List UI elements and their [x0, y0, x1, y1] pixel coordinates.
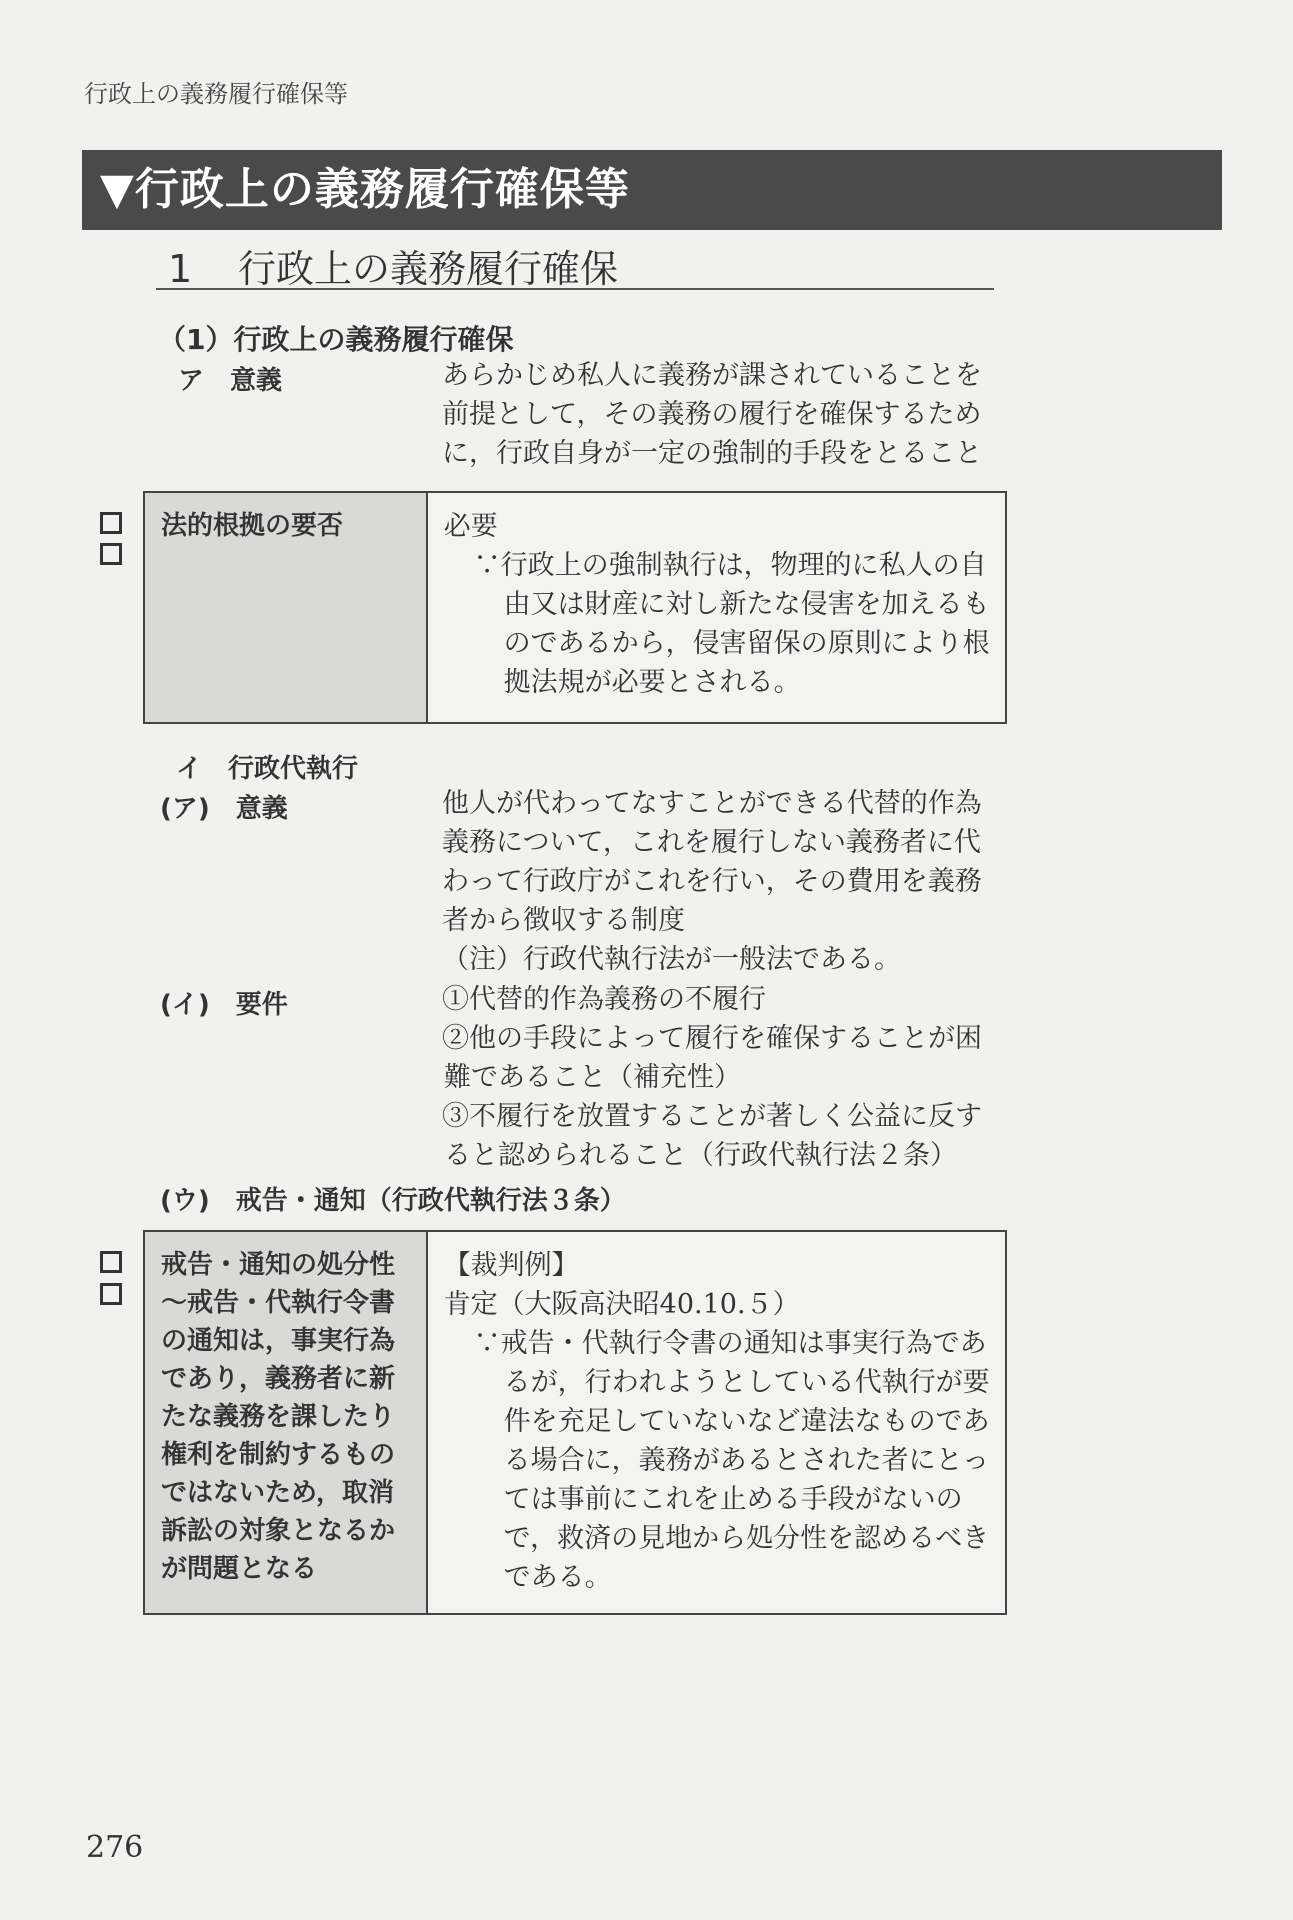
- text-line: 拠法規が必要とされる。: [503, 667, 801, 698]
- requirement-item: ③不履行を放置することが著しく公益に反す: [442, 1101, 982, 1132]
- item-a-definition: [442, 356, 1012, 473]
- text-line: 前提として，その義務の履行を確保するため: [442, 399, 982, 430]
- subsection-label: （1）: [158, 323, 234, 356]
- answer-reason: [444, 1324, 991, 1597]
- text-line: わって行政庁がこれを行い，その費用を義務: [442, 866, 982, 897]
- review-checkbox[interactable]: [100, 512, 122, 534]
- text-line: あらかじめ私人に義務が課されていることを: [442, 360, 982, 391]
- text-line: たな義務を課したり: [161, 1402, 396, 1432]
- section-title: [156, 238, 994, 290]
- banner-title: ▼行政上の義務履行確保等: [82, 150, 1222, 230]
- item-i-b-requirements: [442, 980, 1012, 1175]
- text-line: るが，行われようとしている代執行が要: [503, 1367, 990, 1398]
- text-line: ではないため，取消: [161, 1478, 394, 1508]
- case-law-heading: 【裁判例】: [443, 1250, 579, 1281]
- text-line: 義務について，これを履行しない義務者に代: [442, 827, 981, 858]
- running-header: 行政上の義務履行確保等: [84, 80, 348, 108]
- text-line: ては事前にこれを止める手段がないの: [503, 1484, 963, 1515]
- section-title-text: 行政上の義務履行確保: [238, 247, 619, 291]
- legal-basis-answer: [427, 492, 1006, 723]
- legal-basis-question: [144, 492, 427, 723]
- text-line: 権利を制約するもの: [161, 1440, 396, 1470]
- notice-disposition-table: [143, 1230, 1007, 1615]
- text-line: 訴訟の対象となるか: [161, 1516, 396, 1546]
- question-text: 法的根拠の要否: [161, 511, 344, 541]
- answer-reason: [444, 546, 991, 702]
- note-text: （注）行政代執行法が一般法である。: [442, 944, 901, 975]
- item-i-c-label: (ウ) 戒告・通知（行政代執行法３条）: [160, 1186, 626, 1216]
- legal-basis-table: [143, 491, 1007, 724]
- text-line: に，行政自身が一定の強制的手段をとること: [442, 438, 982, 469]
- review-checkbox[interactable]: [100, 1251, 122, 1273]
- text-line: ∵戒告・代執行令書の通知は事実行為であ: [473, 1328, 987, 1359]
- text-line: である。: [503, 1562, 612, 1593]
- text-line: 他人が代わってなすことができる代替的作為: [442, 788, 982, 819]
- requirement-item: ①代替的作為義務の不履行: [442, 984, 766, 1015]
- text-line: る場合に，義務があるとされた者にとっ: [503, 1445, 990, 1476]
- text-line: であり，義務者に新: [161, 1364, 396, 1394]
- text-line: が問題となる: [161, 1554, 318, 1584]
- text-line: で，救済の見地から処分性を認めるべき: [503, 1523, 990, 1554]
- section-number: 1: [168, 247, 193, 291]
- text-line: の通知は，事実行為: [161, 1326, 396, 1356]
- item-i-a-label: (ア) 意義: [160, 794, 288, 824]
- text-line: ～戒告・代執行令書: [161, 1288, 396, 1318]
- item-a-label: ア 意義: [178, 366, 283, 396]
- text-line: 件を充足していないなど違法なものであ: [503, 1406, 990, 1437]
- review-checkbox[interactable]: [100, 543, 122, 565]
- requirement-item: ②他の手段によって履行を確保することが困: [442, 1023, 982, 1054]
- requirement-item: ると認められること（行政代執行法２条）: [444, 1140, 957, 1171]
- subsection-title: 行政上の義務履行確保: [233, 323, 514, 356]
- text-line: 戒告・通知の処分性: [161, 1250, 396, 1280]
- notice-disposition-question: [144, 1231, 427, 1614]
- notice-disposition-answer: [427, 1231, 1006, 1614]
- text-line: 者から徴収する制度: [442, 905, 685, 936]
- requirement-item: 難であること（補充性）: [444, 1062, 741, 1093]
- answer-text: 肯定（大阪高決昭40.10.５）: [443, 1289, 800, 1320]
- text-line: ∵行政上の強制執行は，物理的に私人の自: [473, 550, 987, 581]
- item-i-a-definition: [442, 784, 1012, 979]
- text-line: のであるから，侵害留保の原則により根: [503, 628, 990, 659]
- text-line: 由又は財産に対し新たな侵害を加えるも: [503, 589, 990, 620]
- answer-text: 必要: [443, 511, 498, 542]
- item-i-label: イ 行政代執行: [176, 754, 359, 784]
- item-i-b-label: (イ) 要件: [160, 990, 288, 1020]
- subsection-heading: [158, 318, 514, 358]
- page-number: 276: [86, 1830, 144, 1865]
- review-checkbox[interactable]: [100, 1283, 122, 1305]
